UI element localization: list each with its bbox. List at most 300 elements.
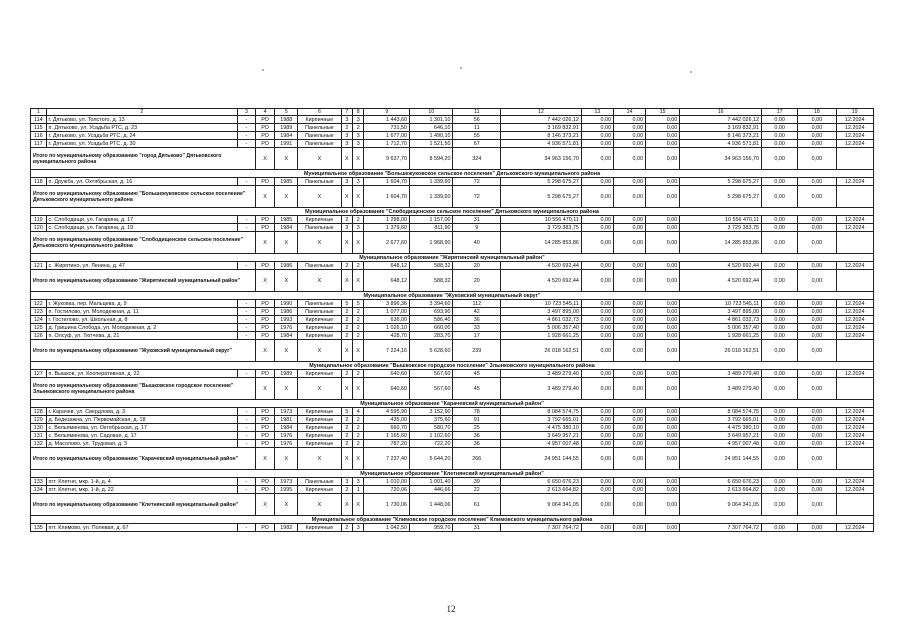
table-cell: X (275, 378, 298, 400)
table-cell: X (353, 340, 364, 362)
table-body (31, 109, 874, 532)
table-cell: д. Бедезажна, ул. Первомайская, д. 18 (46, 416, 238, 424)
table-cell: 5 298 675,27 (680, 186, 762, 208)
table-cell: 10 723 545,11 (680, 300, 762, 308)
table-cell: Кирпичные (298, 432, 341, 440)
table-cell: 112 (453, 300, 501, 308)
table-cell: - (238, 332, 256, 340)
table-cell: 114 (31, 116, 47, 124)
table-cell: 0,00 (798, 424, 836, 432)
table-cell: 1989 (275, 370, 298, 378)
table-cell: 0,00 (613, 524, 645, 532)
table-cell: Итого по муниципальному образованию "Клетнянский муниципальный район" (31, 494, 256, 516)
table-cell: 648,12 (364, 262, 410, 270)
table-cell: 0,00 (646, 178, 680, 186)
table-cell: 1 (31, 109, 47, 116)
table-cell: 1984 (275, 424, 298, 432)
table-cell: 640,60 (364, 378, 410, 400)
table-cell: 0,00 (762, 178, 798, 186)
table-cell: 2 (341, 308, 352, 316)
table-cell: 8 594,20 (409, 148, 452, 170)
table-cell: 25 (453, 424, 501, 432)
table-cell: 0,00 (581, 494, 613, 516)
table-cell: 0,00 (762, 300, 798, 308)
table-cell: 0,00 (613, 178, 645, 186)
table-cell: 0,00 (798, 370, 836, 378)
table-cell: 0,00 (646, 440, 680, 448)
table-cell: 0,00 (762, 478, 798, 486)
table-cell: 10 723 545,11 (501, 300, 582, 308)
table-cell (836, 448, 873, 470)
table-cell: 15 (646, 109, 680, 116)
table-cell: 0,00 (581, 408, 613, 416)
table-cell: X (275, 186, 298, 208)
table-cell: 0,00 (646, 370, 680, 378)
table-cell: 0,00 (762, 424, 798, 432)
table-cell: 2 (353, 432, 364, 440)
table-cell: 646,10 (409, 124, 452, 132)
table-cell: 0,00 (762, 332, 798, 340)
table-cell: 4 520 692,44 (501, 262, 582, 270)
table-cell: 9 064 341,05 (501, 494, 582, 516)
table-cell: 122 (31, 300, 47, 308)
table-cell: п. Дятьково, ул. Усадьба РТС, д. 23 (46, 124, 238, 132)
table-cell: 5 006 357,40 (501, 324, 582, 332)
table-cell: X (255, 494, 275, 516)
table-cell: 3 (353, 116, 364, 124)
table-cell: 0,00 (581, 340, 613, 362)
table-cell: 8 084 574,75 (680, 408, 762, 416)
table-cell: X (255, 378, 275, 400)
table-cell: РО (255, 440, 275, 448)
table-cell: X (298, 232, 341, 254)
table-cell: 40 (453, 232, 501, 254)
table-cell: г. Дятьково, ул. Усадьба РТС, д. 30 (46, 140, 238, 148)
table-row (31, 116, 874, 124)
table-cell: 0,00 (646, 416, 680, 424)
table-cell: 0,00 (581, 324, 613, 332)
table-cell: 9 (453, 224, 501, 232)
subtotal-row (31, 270, 874, 292)
table-cell: 4 936 571,81 (501, 140, 582, 148)
table-cell: 660,70 (364, 424, 410, 432)
table-cell: - (238, 124, 256, 132)
table-cell: 19 (836, 109, 873, 116)
table-cell: 580,70 (409, 424, 452, 432)
table-cell: 0,00 (581, 216, 613, 224)
table-cell: 9 (364, 109, 410, 116)
table-cell: пгт. Клетня, мкр. 1-й, д. 22 (46, 486, 238, 494)
table-cell: 2 (341, 262, 352, 270)
table-cell: X (275, 340, 298, 362)
table-cell: РО (255, 432, 275, 440)
table-cell: с. Слободищи, ул. Гагарина, д. 17 (46, 216, 238, 224)
table-cell: РО (255, 300, 275, 308)
table-row (31, 416, 874, 424)
table-cell: 3 (353, 524, 364, 532)
section-header-row (31, 208, 874, 216)
table-cell: 0,00 (798, 478, 836, 486)
table-cell: 12.2024 (836, 440, 873, 448)
table-cell: 0,00 (646, 408, 680, 416)
table-cell: 12.2024 (836, 432, 873, 440)
table-cell: 7 (341, 109, 352, 116)
table-cell: 121 (31, 262, 47, 270)
table-cell: г. Дятьково, ул. Толстого, д. 13 (46, 116, 238, 124)
scan-speck (460, 67, 462, 69)
table-cell: 446,66 (409, 486, 452, 494)
table-cell: Панельные (298, 478, 341, 486)
section-header-row (31, 254, 874, 262)
table-cell: 0,00 (798, 148, 836, 170)
table-cell: 12.2024 (836, 308, 873, 316)
table-cell: 2 (353, 316, 364, 324)
table-cell: Панельные (298, 308, 341, 316)
table-cell: 72 (453, 178, 501, 186)
table-cell: 3 169 832,91 (680, 124, 762, 132)
table-cell: 640,60 (364, 370, 410, 378)
table-cell: 0,00 (646, 494, 680, 516)
table-cell: - (238, 408, 256, 416)
table-cell: 3 497 895,00 (680, 308, 762, 316)
table-cell: 0,00 (798, 416, 836, 424)
table-cell: X (341, 186, 352, 208)
table-cell: 5 (353, 300, 364, 308)
table-cell: 567,60 (409, 370, 452, 378)
table-cell: 1985 (275, 216, 298, 224)
table-cell: РО (255, 324, 275, 332)
table-row (31, 262, 874, 270)
table-cell: X (255, 232, 275, 254)
table-cell: 0,00 (762, 308, 798, 316)
table-cell: 7 442 026,12 (680, 116, 762, 124)
table-cell: 0,00 (646, 424, 680, 432)
table-cell: 0,00 (613, 370, 645, 378)
table-cell: 1973 (275, 478, 298, 486)
table-cell: 131 (31, 432, 47, 440)
table-cell: 7 237,40 (364, 448, 410, 470)
table-cell: 0,00 (798, 340, 836, 362)
table-cell: - (238, 440, 256, 448)
table-cell: 132 (31, 440, 47, 448)
table-cell: - (238, 132, 256, 140)
table-cell: 7 224,16 (364, 340, 410, 362)
table-cell: 2 (341, 524, 352, 532)
table-cell: РО (255, 262, 275, 270)
table-cell: 1985 (275, 178, 298, 186)
table-cell: 0,00 (581, 332, 613, 340)
table-cell: 36 (453, 316, 501, 324)
table-cell: 648,12 (364, 270, 410, 292)
table-cell: 2 (353, 124, 364, 132)
table-cell: 0,00 (581, 308, 613, 316)
subtotal-row (31, 148, 874, 170)
table-cell: 12.2024 (836, 300, 873, 308)
table-cell: 0,00 (762, 232, 798, 254)
table-cell: 12.2024 (836, 262, 873, 270)
table-cell: 2 (341, 316, 352, 324)
table-row (31, 216, 874, 224)
table-cell: 0,00 (613, 340, 645, 362)
table-cell: 1986 (275, 308, 298, 316)
table-row (31, 370, 874, 378)
table-cell: 12.2024 (836, 370, 873, 378)
table-cell: 14 285 853,86 (680, 232, 762, 254)
table-cell: 4 595,90 (364, 408, 410, 416)
table-cell: 0,00 (581, 432, 613, 440)
table-cell: 239 (453, 340, 501, 362)
table-cell: 0,00 (762, 370, 798, 378)
table-cell: 0,00 (613, 300, 645, 308)
table-cell: 1976 (275, 440, 298, 448)
table-cell: 0,00 (581, 262, 613, 270)
table-cell: 6 650 676,23 (680, 478, 762, 486)
table-cell: Муниципальное образование "Жуковский муниципальный округ" (31, 292, 874, 300)
table-cell: 1 102,60 (409, 432, 452, 440)
table-cell: 0,00 (613, 232, 645, 254)
table-cell: Панельные (298, 140, 341, 148)
table-cell: 0,00 (762, 416, 798, 424)
table-cell: X (341, 232, 352, 254)
table-row (31, 308, 874, 316)
table-cell: 0,00 (646, 262, 680, 270)
table-cell: РО (255, 308, 275, 316)
table-cell: X (353, 448, 364, 470)
table-cell: X (341, 270, 352, 292)
table-cell: Муниципальное образование "Жирятинский муниципальный район" (31, 254, 874, 262)
table-cell (836, 232, 873, 254)
table-cell: 0,00 (613, 216, 645, 224)
table-cell: 0,00 (762, 340, 798, 362)
table-row (31, 486, 874, 494)
table-cell: Панельные (298, 224, 341, 232)
table-cell: X (275, 148, 298, 170)
table-cell: 126 (31, 332, 47, 340)
table-cell: 811,90 (409, 224, 452, 232)
table-cell: 0,00 (762, 270, 798, 292)
table-cell: 0,00 (613, 224, 645, 232)
table-cell: 34 963 156,70 (680, 148, 762, 170)
table-cell: X (255, 270, 275, 292)
table-cell: 0,00 (798, 124, 836, 132)
table-cell: Кирпичные (298, 408, 341, 416)
table-cell: 3 (341, 478, 352, 486)
table-cell: Панельные (298, 124, 341, 132)
table-cell: РО (255, 124, 275, 132)
table-cell: 1 604,70 (364, 178, 410, 186)
table-cell: 0,00 (613, 124, 645, 132)
table-cell: РО (255, 408, 275, 416)
scan-speck (262, 69, 264, 71)
table-cell: 0,00 (646, 478, 680, 486)
table-cell: 91 (453, 416, 501, 424)
table-cell: 3 497 895,00 (501, 308, 582, 316)
table-cell: пгт. Клетня, мкр. 1-й, д. 4 (46, 478, 238, 486)
section-header-row (31, 170, 874, 178)
table-cell: 0,00 (762, 494, 798, 516)
table-cell: п. Вышков, ул. Кооперативная, д. 22 (46, 370, 238, 378)
table-cell: РО (255, 316, 275, 324)
table-cell: д. Масолово, ул. Трудовая, д. 3 (46, 440, 238, 448)
table-cell: 4 957 007,48 (680, 440, 762, 448)
table-cell: 0,00 (798, 216, 836, 224)
table-cell: 14 285 853,86 (501, 232, 582, 254)
table-cell: 7 307 764,72 (501, 524, 582, 532)
table-cell: 0,00 (581, 132, 613, 140)
table-cell: 787,20 (364, 440, 410, 448)
table-cell: 3 (353, 478, 364, 486)
table-cell: 3 649 957,21 (501, 432, 582, 440)
table-cell: 11 (453, 109, 501, 116)
table-cell: 10 (409, 109, 452, 116)
table-cell: 31 (453, 216, 501, 224)
table-cell: 12 (501, 109, 582, 116)
table-cell: Кирпичные (298, 440, 341, 448)
table-cell: 1 521,50 (409, 140, 452, 148)
table-cell: с. Жирятино, ул. Ленина, д. 47 (46, 262, 238, 270)
table-cell: 1 490,10 (409, 132, 452, 140)
table-cell: 567,60 (409, 378, 452, 400)
table-cell: 8 146 373,21 (680, 132, 762, 140)
table-cell: 3 489 279,40 (501, 378, 582, 400)
table-cell: 0,00 (762, 440, 798, 448)
table-cell: 12.2024 (836, 524, 873, 532)
table-cell: Кирпичные (298, 116, 341, 124)
table-cell: 0,00 (646, 232, 680, 254)
table-row (31, 178, 874, 186)
table-cell (836, 186, 873, 208)
section-header-row (31, 516, 874, 524)
section-header-row (31, 292, 874, 300)
table-cell: 16 (680, 109, 762, 116)
table-cell: 586,40 (409, 316, 452, 324)
table-cell: 135 (31, 524, 47, 532)
table-cell: 0,00 (581, 370, 613, 378)
table-cell: 0,00 (581, 124, 613, 132)
table-cell: 2 (353, 216, 364, 224)
table-cell: 0,00 (646, 224, 680, 232)
subtotal-row (31, 494, 874, 516)
table-cell: 0,00 (646, 124, 680, 132)
table-cell: 14 (613, 109, 645, 116)
table-cell: - (238, 370, 256, 378)
table-cell: г. Карачев, ул. Свердлова, д. 3 (46, 408, 238, 416)
table-cell: РО (255, 416, 275, 424)
table-cell: - (238, 524, 256, 532)
table-cell: 1 339,60 (409, 178, 452, 186)
table-cell: 2 613 664,82 (680, 486, 762, 494)
table-cell: X (341, 148, 352, 170)
table-cell: 134 (31, 486, 47, 494)
table-cell: 4 475 380,10 (680, 424, 762, 432)
table-cell: 3 (341, 116, 352, 124)
table-cell: 588,32 (409, 262, 452, 270)
table-cell: 13 (581, 109, 613, 116)
table-cell: 20 (453, 262, 501, 270)
table-cell: 12.2024 (836, 124, 873, 132)
table-cell: 2 (353, 332, 364, 340)
table-cell: 0,00 (798, 232, 836, 254)
table-cell: с. Вельяминова, ул. Садовая, д. 17 (46, 432, 238, 440)
table-cell: 2 (341, 332, 352, 340)
table-cell: 34 963 156,70 (501, 148, 582, 170)
table-cell: 125 (31, 324, 47, 332)
table-cell: 324 (453, 148, 501, 170)
table-cell: 636,00 (364, 316, 410, 324)
table-cell: 0,00 (762, 486, 798, 494)
table-cell: 8 146 373,21 (501, 132, 582, 140)
table-cell: 1981 (275, 416, 298, 424)
table-cell: - (238, 316, 256, 324)
table-cell: 3 (341, 140, 352, 148)
table-cell: 45 (453, 370, 501, 378)
table-cell: РО (255, 178, 275, 186)
table-cell: 1 301,10 (409, 116, 452, 124)
table-cell: 0,00 (798, 300, 836, 308)
table-cell: 5 (275, 109, 298, 116)
table-cell: 1 968,90 (409, 232, 452, 254)
table-cell: 0,00 (762, 262, 798, 270)
table-cell: 0,00 (646, 378, 680, 400)
table-cell: РО (255, 424, 275, 432)
table-cell: Муниципальное образование "Карачевский муниципальный район" (31, 400, 874, 408)
table-cell: 2 (341, 432, 352, 440)
table-cell: 1 712,70 (364, 140, 410, 148)
table-cell: 588,32 (409, 270, 452, 292)
table-cell: 0,00 (798, 486, 836, 494)
table-cell: 1 339,60 (409, 186, 452, 208)
table-cell: X (341, 448, 352, 470)
table-cell: X (298, 148, 341, 170)
table-cell: 4 520 692,44 (680, 270, 762, 292)
table-cell (836, 148, 873, 170)
table-cell: 0,00 (581, 116, 613, 124)
table-cell: 12.2024 (836, 486, 873, 494)
table-cell: с. Слободищи, ул. Гагарина, д. 19 (46, 224, 238, 232)
table-cell: 428,70 (364, 332, 410, 340)
table-cell: 0,00 (613, 316, 645, 324)
table-cell: 0,00 (581, 378, 613, 400)
table-cell: X (275, 494, 298, 516)
table-cell: - (238, 424, 256, 432)
table-cell: 0,00 (613, 416, 645, 424)
table-cell: 0,00 (581, 148, 613, 170)
table-cell: 0,00 (798, 448, 836, 470)
table-row (31, 224, 874, 232)
table-cell: 17 (762, 109, 798, 116)
table-cell (836, 494, 873, 516)
table-cell: РО (255, 478, 275, 486)
table-cell: 5 (341, 408, 352, 416)
table-cell: 0,00 (798, 324, 836, 332)
table-cell: 3 729 383,75 (680, 224, 762, 232)
table-cell: 120 (31, 224, 47, 232)
table-row (31, 300, 874, 308)
table-cell: 0,00 (798, 332, 836, 340)
table-cell: 0,00 (646, 486, 680, 494)
table-cell: 0,00 (646, 324, 680, 332)
table-cell: 1 928 661,25 (501, 332, 582, 340)
table-cell: 9 064 341,05 (680, 494, 762, 516)
table-cell: 4 475 380,10 (501, 424, 582, 432)
table-cell: д. Гришина Слобода, ул. Молодежная, д. 2 (46, 324, 238, 332)
subtotal-row (31, 378, 874, 400)
table-cell: 0,00 (613, 408, 645, 416)
table-cell: 1984 (275, 132, 298, 140)
table-cell (836, 378, 873, 400)
table-cell: Кирпичные (298, 524, 341, 532)
table-cell: 116 (31, 132, 47, 140)
